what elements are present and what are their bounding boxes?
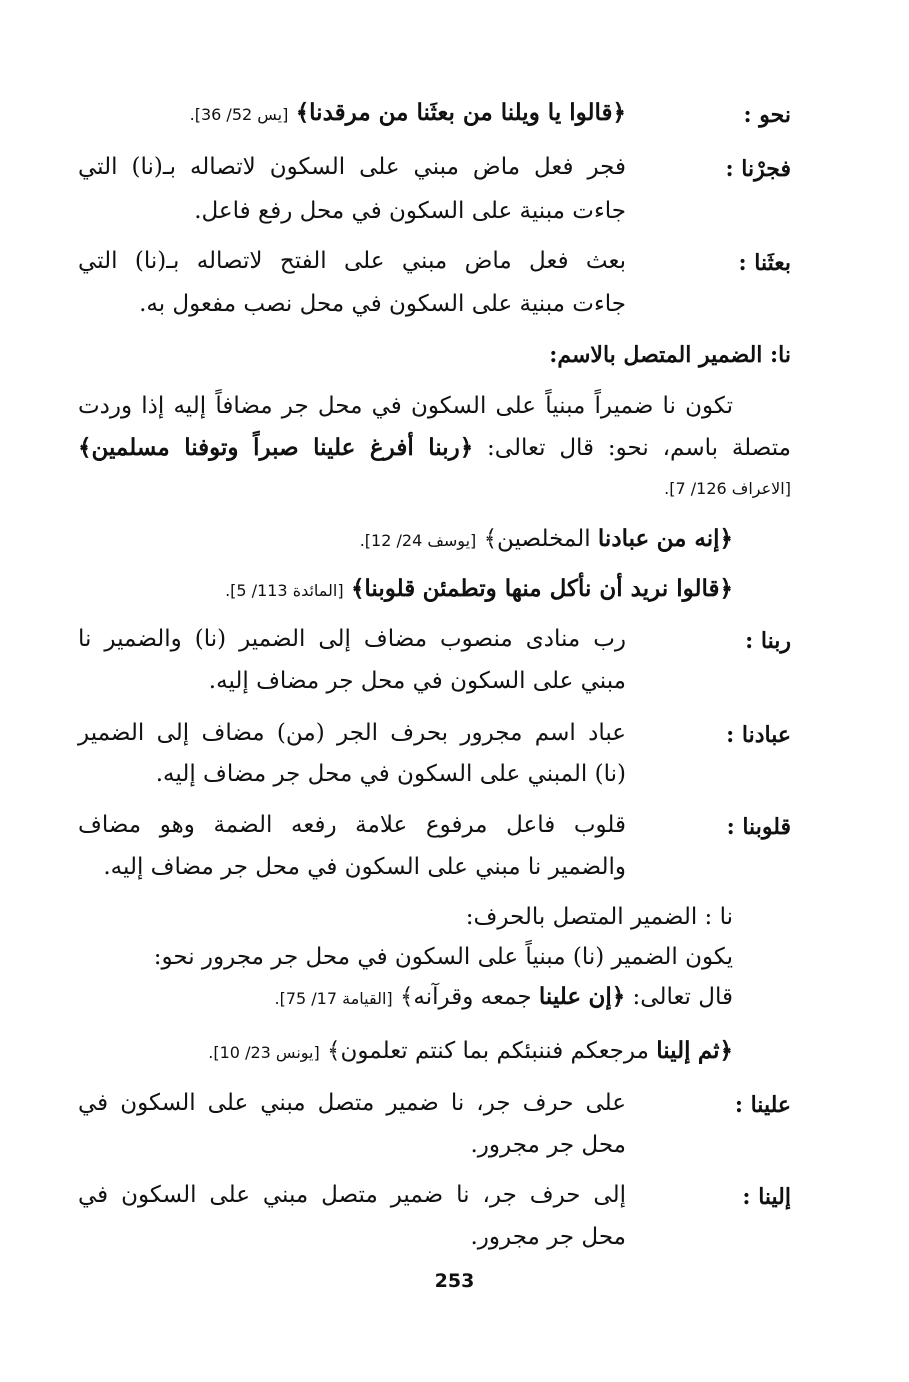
term-qulubuna: قلوبنا : [726,814,791,840]
noun-para-line-2 [78,431,791,465]
quote-text: ﴿إنه من [656,525,733,552]
noun-para-line-3 [664,470,791,506]
quran-example-araf: ﴿ربنا أفرغ علينا صبراً وتوفنا مسلمين﴾ [78,434,474,461]
fajarna-line-1: فجر فعل ماض مبني على السكون لاتصاله بـ(نا) التي [78,154,626,180]
quote-text: جمعه وقرآنه﴾ [399,984,532,1010]
term-ibaduna: عبادنا : [726,722,791,748]
quran-example-yusuf [360,522,733,558]
page-number: 253 [434,1270,475,1292]
rabbana-line-2: مبني على السكون في محل جر مضاف إليه. [208,668,626,694]
quran-example-maida [225,572,733,608]
term-fajarna: فجرْنا : [725,156,791,182]
highlight-word: علينا [538,983,582,1010]
quran-reference: [المائدة 113/ 5]. [225,581,344,600]
alayna-line-2: محل جر مجرور. [470,1132,626,1158]
qulubuna-line-2: والضمير نا مبني على السكون في محل جر مضاف إليه. [103,854,626,880]
fajarna-line-2: جاءت مبنية على السكون في محل رفع فاعل. [194,198,626,224]
ilayna-line-2: محل جر مجرور. [470,1224,626,1250]
term-alayna: علينا : [734,1092,791,1118]
alayna-line-1: على حرف جر، نا ضمير متصل مبني على السكون في [78,1090,626,1116]
harf-para-text: قال تعالى: [632,984,733,1010]
section-heading-noun: نا: الضمير المتصل بالاسم: [549,342,791,368]
ilayna-line-1: إلى حرف جر، نا ضمير متصل مبني على السكون في [78,1182,626,1208]
baathna-line-1: بعث فعل ماض مبني على الفتح لاتصاله بـ(نا) التي [78,248,626,274]
rabbana-line-1: رب منادى منصوب مضاف إلى الضمير (نا) والضمير نا [78,626,626,652]
baathna-line-2: جاءت مبنية على السكون في محل نصب مفعول به. [139,291,626,317]
noun-para-text: متصلة باسم، نحو: قال تعالى: [487,435,791,461]
quote-text: المخلصين﴾ [483,526,591,552]
quote-text: قالوا يا ويلنا من بعثَنا من مرقدنا [309,99,613,126]
quran-reference: [يس 52/ 36]. [189,105,289,124]
quote-close: ﴾ [295,99,310,126]
noun-para-line-1: تكون نا ضميراً مبنياً على السكون في محل جر مضافاً إليه إذا وردت [78,393,733,419]
section-heading-harf: نا : الضمير المتصل بالحرف: [465,904,733,930]
quran-reference: [الاعراف 126/ 7]. [664,479,791,498]
ibaduna-line-1: عباد اسم مجرور بحرف الجر (من) مضاف إلى الضمير [78,720,626,746]
highlight-word: عبادنا [597,525,650,552]
highlight-word: إلينا [656,1037,691,1064]
qulubuna-line-1: قلوب فاعل مرفوع علامة رفعه الضمة وهو مضاف [78,812,626,838]
quote-open: ﴿ [612,99,626,126]
quran-example-yasin [190,96,626,132]
quote-text: ﴿قالوا نريد أن نأكل منها وتطمئن [422,575,733,602]
highlight-word: قلوبنا﴾ [350,575,416,602]
term-rabbana: ربنا : [745,628,791,654]
quran-reference: [يوسف 24/ 12]. [359,531,477,550]
term-ilayna: إلينا : [742,1184,791,1210]
quran-reference: [يونس 23/ 10]. [208,1043,320,1062]
term-nahw: نحو : [743,102,791,128]
ibaduna-line-2: (نا) المبني على السكون في محل جر مضاف إليه. [155,761,626,787]
quote-text: مرجعكم فننبئكم بما كنتم تعلمون﴾ [327,1038,649,1064]
harf-para-line-2: يكون الضمير (نا) مبنياً على السكون في محل جر مجرور نحو: [153,944,733,970]
harf-para-line-3 [275,980,734,1016]
quran-reference: [القيامة 17/ 75]. [274,989,393,1008]
term-baathna: بعثَنا : [738,250,791,276]
quote-text: ﴿إن [588,983,626,1010]
quote-text: ﴿ثم [697,1037,733,1064]
quran-example-yunus [208,1034,733,1070]
